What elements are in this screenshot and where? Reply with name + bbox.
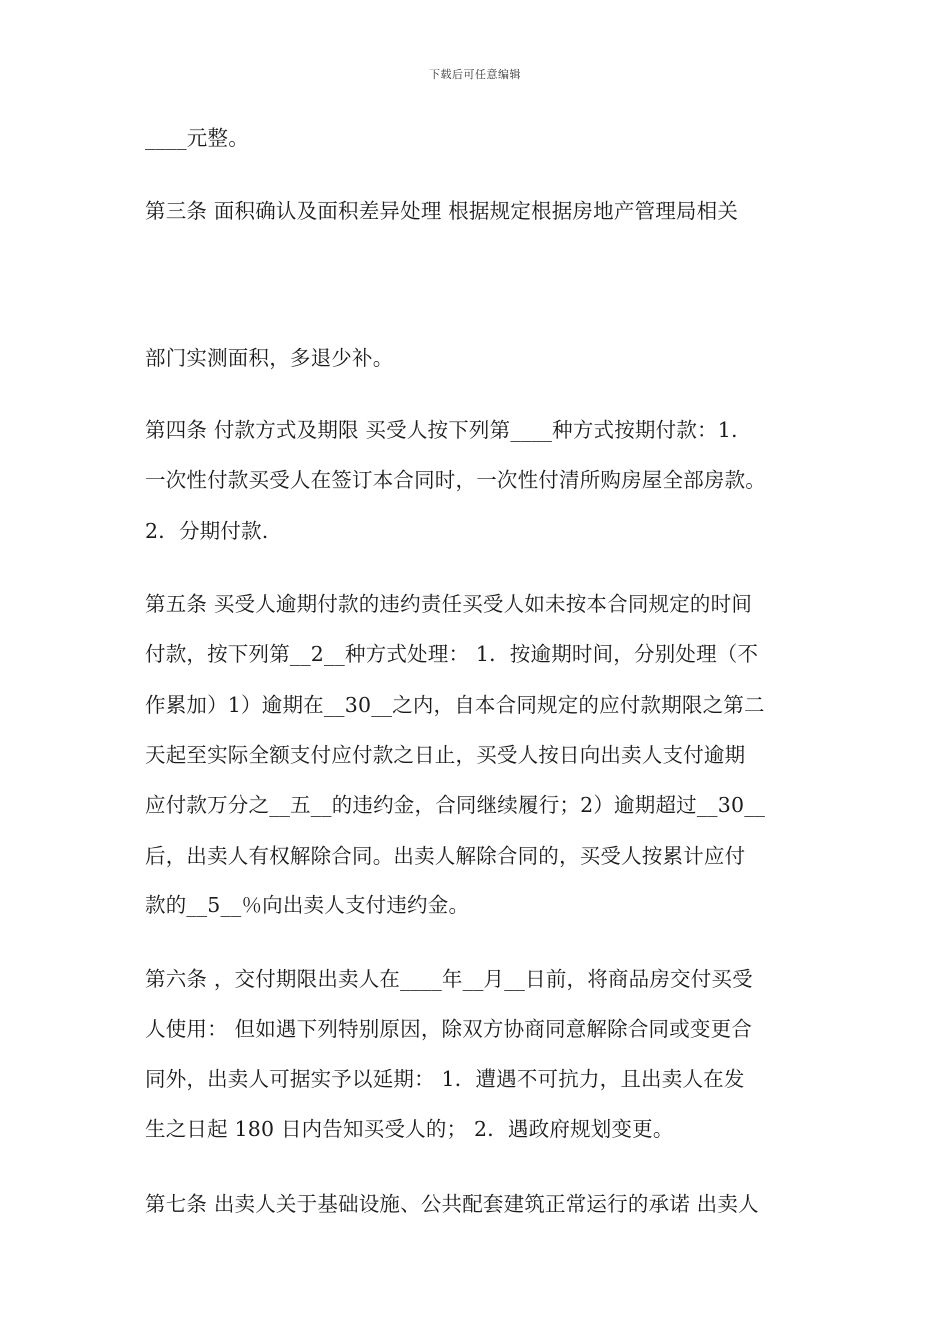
text-line-5: 一次性付款买受人在签订本合同时，一次性付清所购房屋全部房款。 xyxy=(145,468,766,492)
text-line-4: 第四条 付款方式及期限 买受人按下列第____种方式按期付款：1. xyxy=(145,418,738,442)
text-line-13: 款的__5__％向出卖人支付违约金。 xyxy=(145,893,470,917)
text-line-18: 第七条 出卖人关于基础设施、公共配套建筑正常运行的承诺 出卖人 xyxy=(145,1192,759,1216)
text-line-11: 应付款万分之__五__的违约金，合同继续履行；2）逾期超过__30__ xyxy=(145,793,766,817)
text-line-2: 第三条 面积确认及面积差异处理 根据规定根据房地产管理局相关 xyxy=(145,199,739,223)
text-line-16: 同外，出卖人可据实予以延期： 1．遭遇不可抗力，且出卖人在发 xyxy=(145,1067,745,1091)
text-line-8: 付款，按下列第__2__种方式处理： 1．按逾期时间，分别处理（不 xyxy=(145,642,759,666)
text-line-10: 天起至实际全额支付应付款之日止，买受人按日向出卖人支付逾期 xyxy=(145,743,746,767)
text-line-14: 第六条 ，交付期限出卖人在____年__月__日前，将商品房交付买受 xyxy=(145,967,753,991)
text-line-12: 后，出卖人有权解除合同。出卖人解除合同的，买受人按累计应付 xyxy=(145,844,746,868)
text-line-15: 人使用： 但如遇下列特别原因，除双方协商同意解除合同或变更合 xyxy=(145,1017,753,1041)
text-line-7: 第五条 买受人逾期付款的违约责任买受人如未按本合同规定的时间 xyxy=(145,592,753,616)
text-line-1: ____元整。 xyxy=(145,126,249,150)
text-line-3: 部门实测面积，多退少补。 xyxy=(145,346,394,370)
text-line-9: 作累加）1）逾期在__30__之内，自本合同规定的应付款期限之第二 xyxy=(145,693,765,717)
text-line-17: 生之日起 180 日内告知买受人的； 2．遇政府规划变更。 xyxy=(145,1117,674,1141)
page-header: 下载后可任意编辑 xyxy=(429,68,521,81)
text-line-6: 2．分期付款. xyxy=(145,519,269,543)
